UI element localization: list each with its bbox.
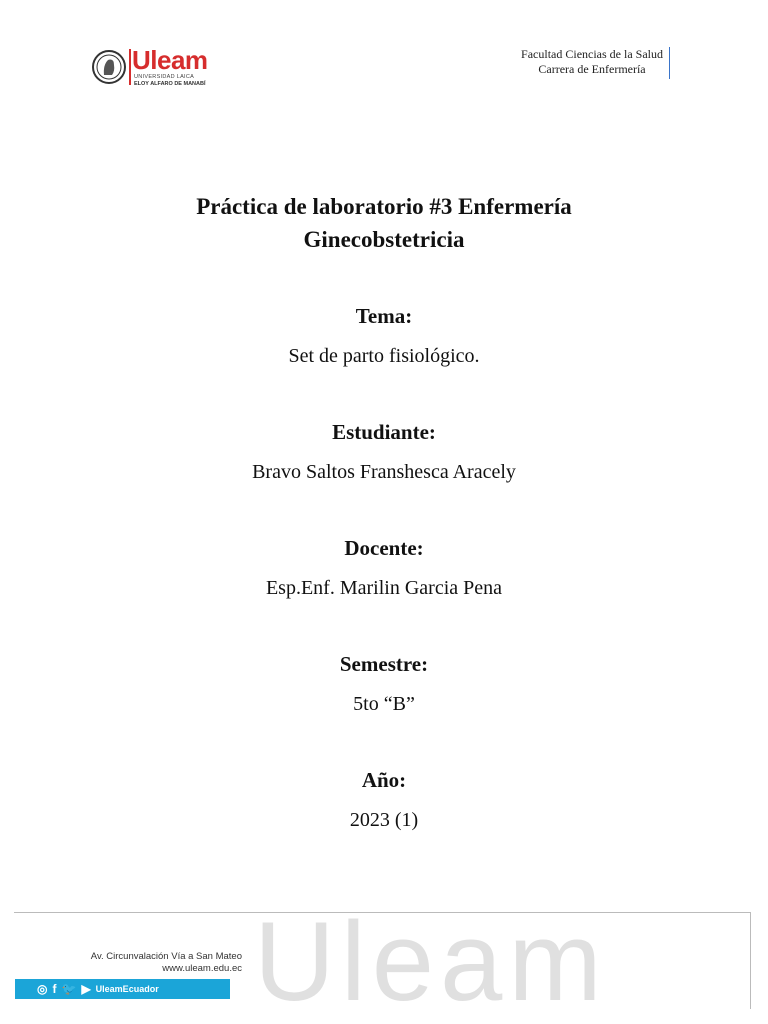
facebook-icon[interactable]: f <box>52 982 57 996</box>
faculty-header <box>521 47 670 79</box>
teacher-value: Esp.Enf. Marilin Garcia Pena <box>265 577 503 599</box>
topic-label: Tema: <box>355 304 413 328</box>
semester-value: 5to “B” <box>353 693 415 715</box>
title-line-1: Práctica de laboratorio #3 Enfermería <box>196 194 572 219</box>
topic-value: Set de parto fisiológico. <box>288 345 480 367</box>
year-value: 2023 (1) <box>349 809 419 831</box>
logo-subtitle-1: UNIVERSIDAD LAICA <box>134 74 195 80</box>
document-title <box>0 190 768 256</box>
footer-watermark: Uleam <box>254 899 608 1024</box>
logo-brand-text: Uleam <box>132 45 208 75</box>
student-label: Estudiante: <box>332 420 436 444</box>
footer-contact <box>36 951 242 975</box>
footer-address: Av. Circunvalación Vía a San Mateo <box>90 951 242 962</box>
social-bar <box>15 979 230 999</box>
instagram-icon[interactable]: ◎ <box>37 982 48 996</box>
logo-divider <box>129 49 131 85</box>
twitter-icon[interactable]: 🐦 <box>61 982 77 996</box>
university-seal-icon <box>92 47 128 87</box>
student-value: Bravo Saltos Franshesca Aracely <box>252 461 516 483</box>
uleam-logo <box>92 47 232 91</box>
social-handle[interactable]: UleamEcuador <box>95 984 159 994</box>
faculty-name: Facultad Ciencias de la Salud <box>521 47 663 61</box>
footer-website[interactable]: www.uleam.edu.ec <box>162 963 242 974</box>
logo-subtitle-2: ELOY ALFARO DE MANABÍ <box>134 81 206 87</box>
semester-label: Semestre: <box>339 652 429 676</box>
career-name: Carrera de Enfermería <box>538 62 646 76</box>
cover-content <box>0 190 768 832</box>
page-footer <box>14 899 751 1024</box>
teacher-label: Docente: <box>344 536 424 560</box>
year-label: Año: <box>361 768 407 792</box>
title-line-2: Ginecobstetricia <box>303 227 465 252</box>
youtube-icon[interactable]: ▶ <box>81 982 91 996</box>
